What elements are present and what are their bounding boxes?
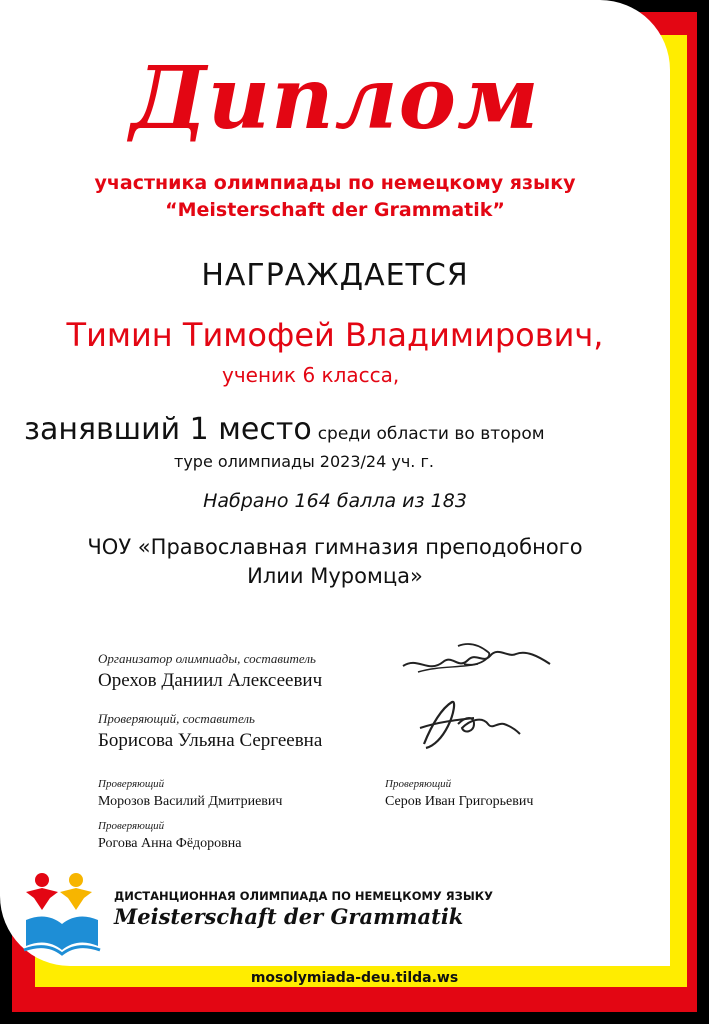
diploma-title: Диплом: [130, 48, 540, 149]
logo-icon: [20, 870, 106, 956]
signatory-name-5: Рогова Анна Фёдоровна: [98, 836, 242, 851]
school-line-1: ЧОУ «Православная гимназия преподобного: [87, 535, 583, 559]
score-line: Набрано 164 балла из 183: [203, 490, 467, 512]
signatory-role-2: Проверяющий, составитель: [98, 711, 255, 726]
signatory-role-1: Организатор олимпиады, составитель: [98, 651, 316, 666]
place-rest-text: среди области во втором: [317, 424, 545, 444]
place-big-text: занявший 1 место: [24, 412, 312, 447]
signatory-name-4: Серов Иван Григорьевич: [385, 794, 534, 809]
signatory-role-3: Проверяющий: [98, 778, 165, 790]
website-link[interactable]: mosolymiada-deu.tilda.ws: [250, 970, 459, 986]
signatory-name-2: Борисова Ульяна Сергеевна: [98, 730, 323, 751]
signatory-role-4: Проверяющий: [385, 778, 452, 790]
footer-olympiad: ДИСТАНЦИОННАЯ ОЛИМПИАДА ПО НЕМЕЦКОМУ ЯЗЫКУ: [114, 889, 493, 903]
place-line: [24, 412, 545, 447]
footer-brand: Meisterschaft der Grammatik: [114, 904, 464, 929]
subtitle-line-1: участника олимпиады по немецкому языку: [94, 172, 576, 194]
signature-icon: [398, 634, 553, 684]
signatory-name-1: Орехов Даниил Алексеевич: [98, 670, 323, 691]
recipient-grade: ученик 6 класса,: [222, 363, 400, 387]
subtitle-line-2: “Meisterschaft der Grammatik”: [165, 199, 505, 221]
recipient-name: Тимин Тимофей Владимирович,: [66, 316, 604, 354]
school-line-2: Илии Муромца»: [247, 564, 423, 588]
tour-line: туре олимпиады 2023/24 уч. г.: [174, 452, 434, 471]
signature-icon: [412, 694, 522, 756]
signatory-role-5: Проверяющий: [98, 820, 165, 832]
awarded-heading: НАГРАЖДАЕТСЯ: [201, 258, 469, 293]
signatory-name-3: Морозов Василий Дмитриевич: [98, 794, 283, 809]
